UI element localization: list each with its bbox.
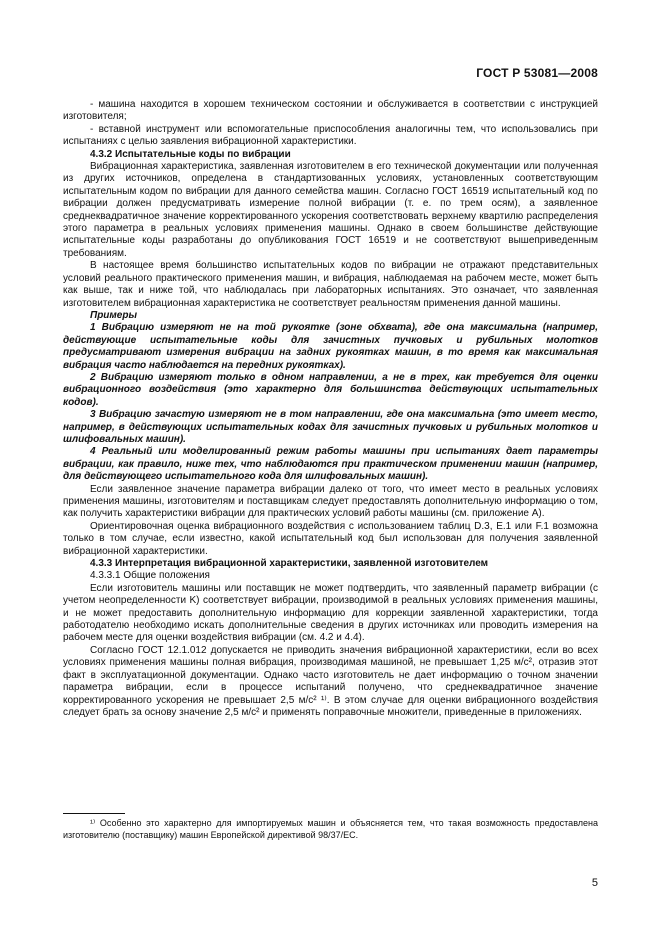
body-paragraph: Если заявленное значение параметра вибрации далеко от того, что имеет место в реальных условиях применения машины, изготовителям и поставщикам следует предоставлять дополнительную информацию о том, как получить характеристики вибрации для практических условий работы машины (см. приложение А). [63, 483, 598, 520]
example-item: 1 Вибрацию измеряют не на той рукоятке (зоне обхвата), где она максимальна (например, действующие испытательные коды для зачистных пучковых и рубильных молотков предусматривают измерения вибрации на задних рукоятках машин, в то время как максимальная вибрация часто наблюдается на передних рукоятках). [63, 322, 598, 371]
example-item: 2 Вибрацию измеряют только в одном направлении, а не в трех, как требуется для оценки вибрационного воздействия (это характерно для большинства действующих испытательных кодов). [63, 371, 598, 408]
list-item: - вставной инструмент или вспомогательные приспособления аналогичны тем, что использовались при испытаниях с целью заявления вибрационной характеристики. [63, 123, 598, 148]
subsection-heading-4-3-3-1: 4.3.3.1 Общие положения [90, 570, 210, 582]
body-paragraph: Вибрационная характеристика, заявленная изготовителем в его технической документации или полученная из других источников, определена в стандартизованных условиях, установленных соответствующим испытательным кодом по вибрации для данного семейства машин. Согласно ГОСТ 16519 испытательный код по вибрации должен предусматривать измерение полной вибрации (т. е. по трем осям), а заявленное среднеквадратичное значение корректированного ускорения соответствовать верхнему квартилю распределения этого параметра в реальных условиях применения машины. Однако в своем большинстве действующие испытательные коды разработаны до опубликования ГОСТ 16519 и не соответствуют вышеприведенным требованиям. [63, 161, 598, 259]
body-paragraph: Согласно ГОСТ 12.1.012 допускается не приводить значения вибрационной характеристики, если во всех условиях применения машины полная вибрация, производимая машиной, не превышает 1,25 м/с², отразив этот факт в эксплуатационной документации. Однако часто изготовитель не дает информацию о точном значении параметра вибрации, если в процессе испытаний получено, что среднеквадратичное значение корректированного ускорения не превышает 2,5 м/с² ¹⁾. В этом случае для оценки вибрационного воздействия следует брать за основу значение 2,5 м/с² и применять поправочные множители, приведенные в приложениях. [63, 644, 598, 718]
body-paragraph: Ориентировочная оценка вибрационного воздействия с использованием таблиц D.3, Е.1 или F.1 возможна только в том случае, если известно, какой испытательный код был использован для получения заявленной вибрационной характеристики. [63, 520, 598, 557]
footnote-text: ¹⁾ Особенно это характерно для импортируемых машин и объясняется тем, что такая возможность предоставлена изготовителю (поставщику) машин Европейской директивой 98/37/ЕС. [63, 818, 598, 840]
document-code-header: ГОСТ Р 53081—2008 [476, 66, 598, 80]
example-item: 3 Вибрацию зачастую измеряют не в том направлении, где она максимальна (это имеет место, например, в действующих испытательных кодах для зачистных пучковых и рубильных молотков и шлифовальных машин). [63, 409, 598, 445]
section-heading-4-3-3: 4.3.3 Интерпретация вибрационной характеристики, заявленной изготовителем [90, 558, 489, 570]
page-number: 5 [591, 877, 598, 889]
document-body [63, 99, 598, 719]
examples-heading: Примеры [90, 309, 138, 321]
footnote-separator [63, 813, 125, 814]
body-paragraph: В настоящее время большинство испытательных кодов по вибрации не отражают представительных условий реального практического применения машин, и вибрация, наблюдаемая на рабочем месте, может быть как выше, так и ниже той, что наблюдалась при лабораторных испытаниях. Это означает, что заявленная изготовителем вибрационная характеристика не соответствует реальностям применения данной машины. [63, 260, 598, 309]
section-heading-4-3-2: 4.3.2 Испытательные коды по вибрации [90, 148, 291, 160]
example-item: 4 Реальный или моделированный режим работы машины при испытаниях дает параметры вибрации, как правило, ниже тех, что наблюдаются при практическом применении машин (например, для действующего испытательного кода для шлифовальных машин). [63, 446, 598, 483]
body-paragraph: Если изготовитель машины или поставщик не может подтвердить, что заявленный параметр вибрации (с учетом неопределенности K) соответствует вибрации, производимой в реальных условиях применения машины, и не может предоставить дополнительную информацию для коррекции заявленной характеристики, тогда работодателю необходимо искать дополнительные сведения в других источниках или проводить измерения на рабочем месте для оценки воздействия вибрации (см. 4.2 и 4.4). [63, 582, 598, 644]
footnote [63, 817, 598, 841]
list-item: - машина находится в хорошем техническом состоянии и обслуживается в соответствии с инструкцией изготовителя; [63, 99, 598, 123]
